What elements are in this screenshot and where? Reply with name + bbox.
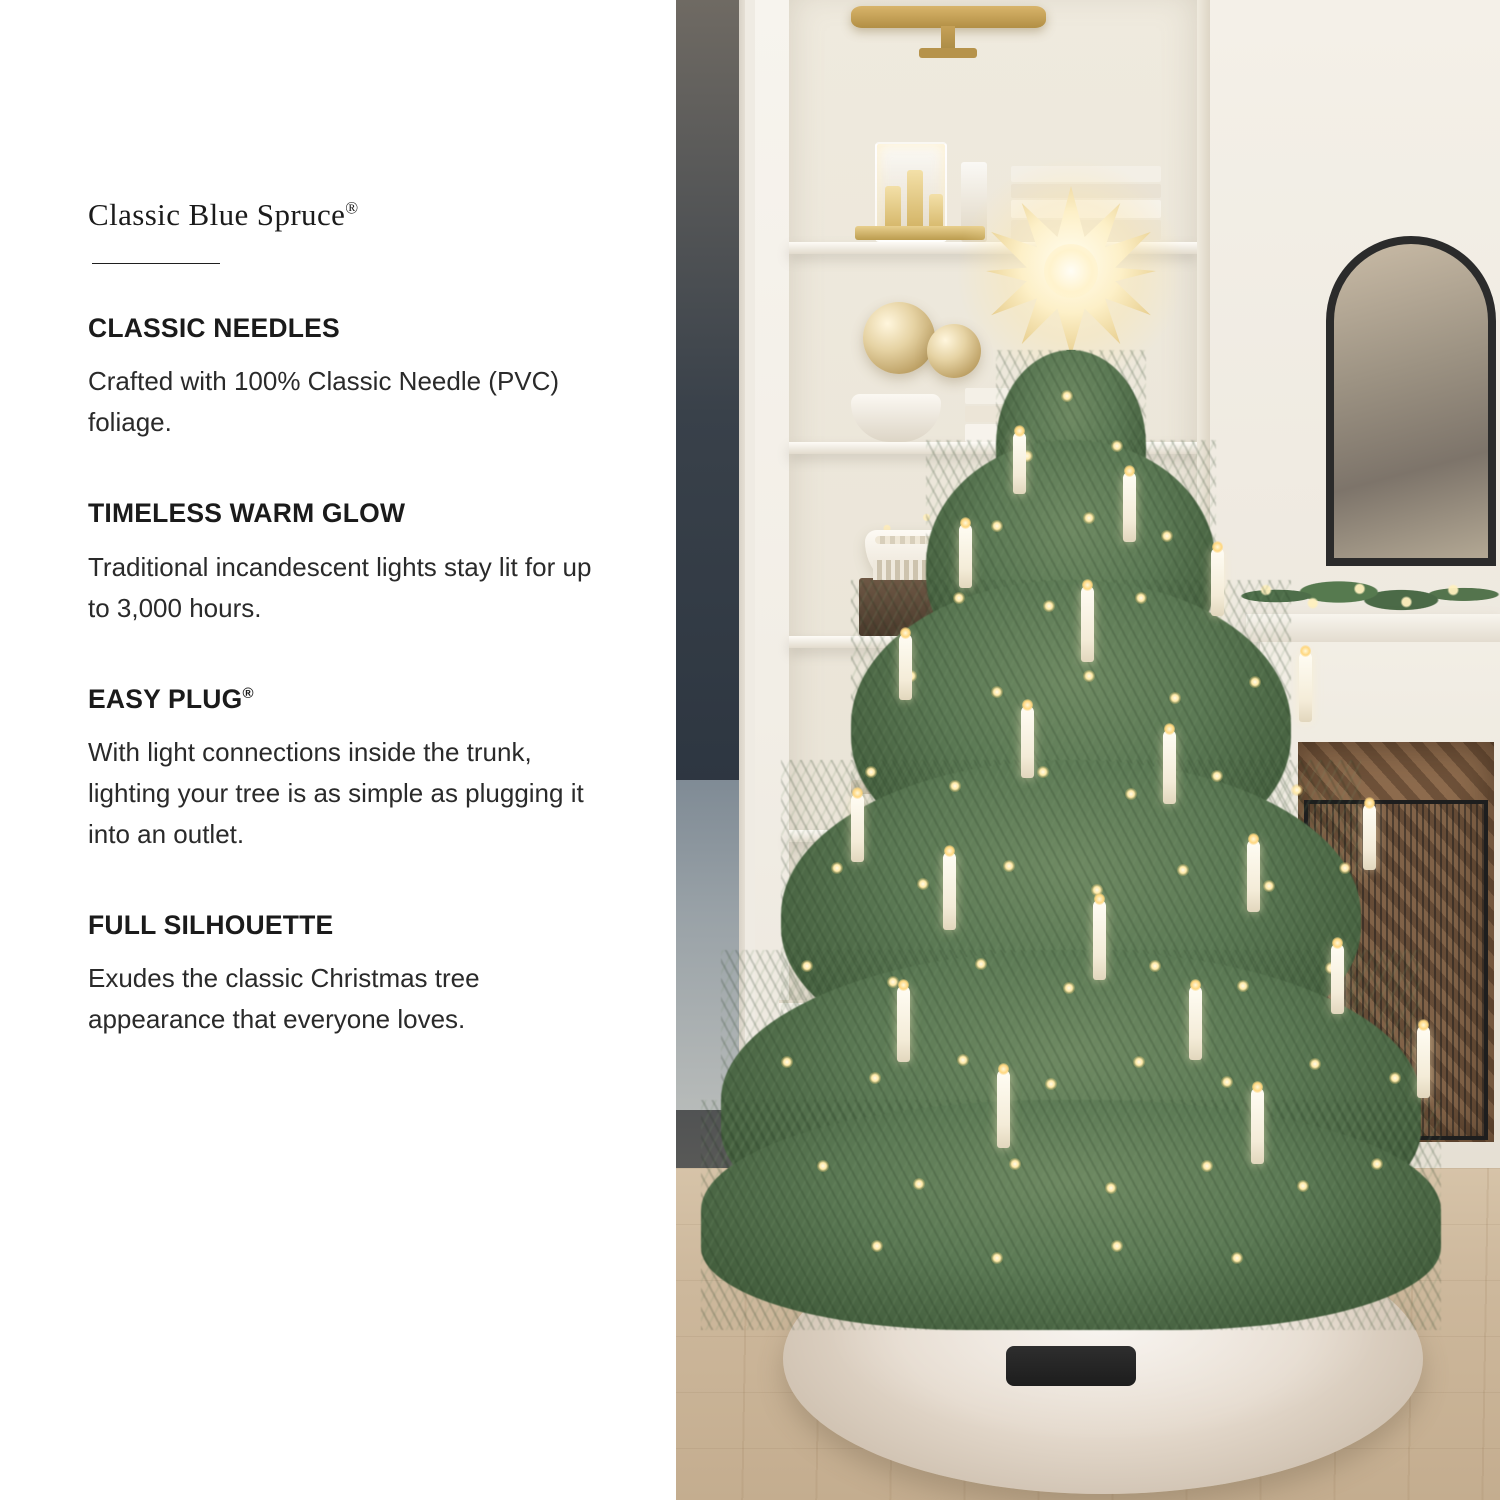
taper-candle-ornament [1363,804,1376,870]
feature-body: Exudes the classic Christmas tree appearance that everyone loves. [88,963,480,1035]
star-center-glow [1044,244,1098,298]
registered-mark-icon: ® [345,198,359,218]
feature-body: With light connections inside the trunk, lighting your tree is as simple as plugging it into an outlet. [88,736,584,850]
feature-item [88,497,613,628]
feature-heading-text: EASY PLUG [88,683,243,714]
tree-light-bulb [1291,784,1303,796]
picture-light-base [919,48,977,58]
registered-mark-icon: ® [242,684,254,702]
panel-divider [673,0,676,1500]
feature-item [88,909,613,1040]
taper-candle-ornament [1299,652,1312,722]
product-title-text: Classic Blue Spruce [88,197,346,232]
feature-heading [88,312,613,345]
feature-text-panel [0,0,673,1500]
product-photo [673,0,1500,1500]
picture-light-icon [851,6,1046,28]
feature-item [88,312,613,443]
feature-heading [88,683,613,716]
needle-texture [701,1100,1441,1330]
title-divider [92,263,220,264]
feature-heading [88,909,613,942]
feature-body: Crafted with 100% Classic Needle (PVC) foliage. [88,366,560,438]
feature-heading-text: FULL SILHOUETTE [88,910,334,941]
feature-heading-text: TIMELESS WARM GLOW [88,498,406,529]
feature-item [88,683,613,855]
christmas-tree [691,200,1451,1370]
tree-stand [1006,1346,1136,1386]
tree-tier [701,1100,1441,1330]
feature-body: Traditional incandescent lights stay lit for up to 3,000 hours. [88,551,592,623]
feature-heading [88,497,613,530]
star-tree-topper [986,186,1156,356]
feature-list [88,312,613,1040]
page-title [88,196,613,233]
feature-heading-text: CLASSIC NEEDLES [88,313,340,344]
